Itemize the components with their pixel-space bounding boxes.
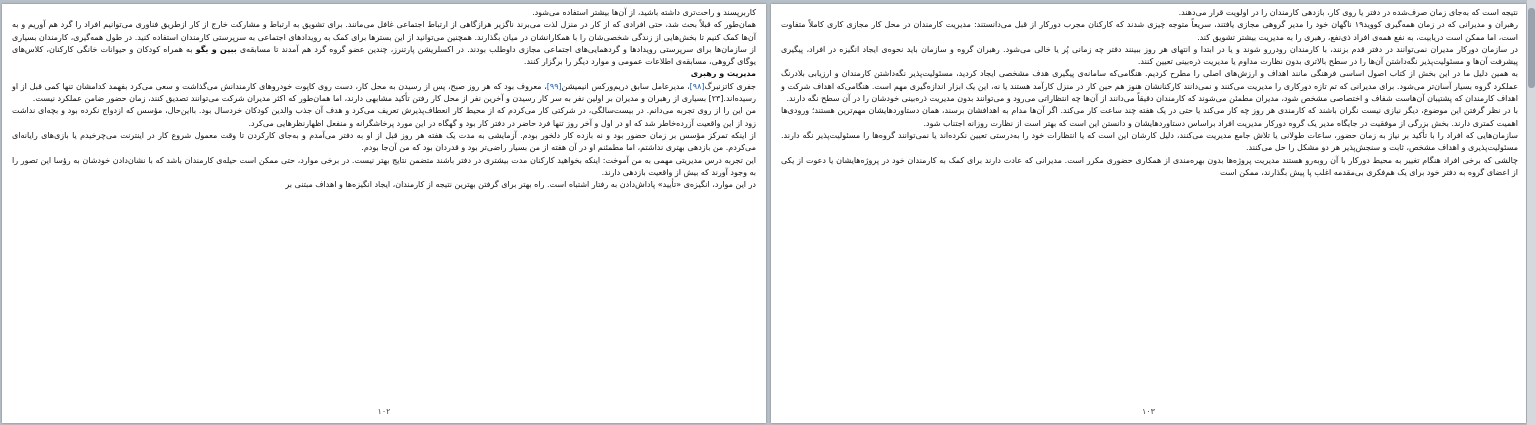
paragraph: چالشی که برخی افراد هنگام تغییر به محیط دورکار با آن روبه‌رو هستند مدیریت پروژه‌ها بدون بهره‌مندی از همکاری حضوری مکرر است. مدیرانی که عادت دارند برای کمک به کارمندان خود در پروژه‌هایشان یا دعوت از یکی از اعضای گروه به دفتر خود برای یک هم‌فکری بی‌مقدمه اغلب پا پیش بگذارند، ممکن است [781,155,1518,177]
page-number: ۱۰۲ [377,407,391,416]
paragraph: کاربرپسند و راحت‌تری داشته باشید، از آن‌ها بیشتر استفاده می‌شود. [532,8,756,17]
paragraph: نتیجه است که به‌جای زمان صرف‌شده در دفتر یا روی کار، بازدهی کارمندان را در اولویت قرار می‌دهند. [1178,8,1518,17]
section-heading: مدیریت و رهبری [690,69,756,79]
paragraph-text: ، مدیرعامل سابق دریم‌ورکس انیمیشن [561,81,690,91]
paragraph: من این را از روی تجربه می‌دانم. در بیست‌سالگی، در شرکتی کار می‌کردم که از محیط کار انعطاف‌پذیرش تعریف می‌کرد و هدف آن جذب والدین کودکان خردسال بود. بااین‌حال، مؤسس که ازدواج نکرده بود و بچه‌ای نداشت زود از این واقعیت آزرده‌خاطر شد که او در اول و آخر روز تنها فرد حاضر در دفتر کار بود و گهگاه در این مورد پرخاشگرانه و منفعل اظهارنظرهایی می‌کرد. [12,106,756,128]
paragraph: با در نظر گرفتن این موضوع، دیگر نیازی نیست نگران باشند که کارمندی هر روز چه کار می‌کند یا حتی در یک هفته چند ساعت کار می‌کند. اگر آن‌ها مدام به اهدافشان برسند، همان دستاوردهایشان مهم‌ترین هستند؛ ورودی‌ها اهمیت کمتری دارند. بخش بزرگی از موفقیت در جایگاه مدیر یک گروه دورکار مدیریت افراد براساس دستاوردهایشان و دانستن این است که بهتر است از نظارت روزانه اجتناب شود. [781,106,1518,128]
right-page-text [781,7,1518,179]
paragraph-text: به همراه کودکان و حیوانات خانگی کارکنان، کلاس‌های یوگای گروهی، مسابقه‌ی اطلاعات عمومی و موارد دیگر را برگزار کنند. [12,44,756,67]
paragraph-text: جفری کاتزنبرگ [704,81,757,91]
page-number: ۱۰۳ [1142,407,1155,416]
bold-phrase: ببین و بگو [195,44,237,54]
paragraph: از اینکه تمرکز مؤسس بر زمان حضور بود و نه بازده کار دلخور بودم. آزمایشی به مدت یک هفته هر روز قبل از او به دفتر می‌آمدم و به‌جای کارکردن تا وقت معمول شروع کار در اینترنت می‌چرخیدم یا بازی‌های رایانه‌ای می‌کردم. من بازدهی بهتری نداشتم، اما مطمئنم او در آن هفته از من بسیار راضی‌تر بود و قدردان بود که من آن‌جا بودم. [12,130,756,153]
left-page-text [12,7,756,191]
paragraph: به همین دلیل ما در این بخش از کتاب اصول اساسی فرهنگی مانند اهداف و ارزش‌های اصلی را مطرح کردیم. هنگامی‌که سامانه‌ی پیگیری هدف مشخصی ایجاد کردید، مسئولیت‌پذیر نگه‌داشتن کارمندان و ارزیابی بلادرنگ عملکرد گروه بسیار آسان‌تر می‌شود. برای مدیرانی که تم تازه دورکاری را مدیریت می‌کنند و نمی‌دانند کارکنانشان هنوز هم حین کار در منزل کارآمد هستند یا نه، این یک ابزار اندازه‌گیری مهم است. هنگامی‌که اهداف شرکت و اهداف کارمندان که پشتیبان آن‌هاست شفاف و اختصاصی مشخص شود، مدیران مطمئن می‌شوند که کارمندان دقیقاً می‌دانند از آن‌ها چه انتظاراتی می‌رود و می‌توانند بدون مدیریت ذره‌بینی خودشان را در آن سطح نگه دارند. [781,69,1518,104]
paragraph [12,19,756,68]
right-page [771,4,1526,423]
paragraph: رهبران و مدیرانی که در زمان همه‌گیری کووید۱۹ ناگهان خود را مدیر گروهی مجازی یافتند، سریعاً متوجه چیزی شدند که کارکنان مجرب دورکار از قبل می‌دانستند: مدیریت کارمندان در محل کار مجازی کاری کاملاً متفاوت است، اما ممکن است دریابیت، به نفع همه‌ی افراد ذی‌نفع، رهبری را به مدیریت بیشتر تشویق کند. [781,20,1518,42]
paragraph: در سازمان دورکار مدیران نمی‌توانند در دفتر قدم بزنند، با کارمندان رودررو شوند و یا در ابتدا و انتهای هر روز ببینند دفتر چه زمانی پُر یا خالی می‌شود. رهبران گروه و سازمان باید نحوه‌ی ایجاد انگیزه در افراد، پیگیری پیشرفت آن‌ها و مسئولیت‌پذیر نگه‌داشتن آن‌ها را در سطح بالاتری بدون نظارت مداوم یا مدیریت ذره‌بینی تعیین کنند. [781,44,1518,67]
paragraph: در این موارد، انگیزه‌ی «تأیید» پاداش‌دادن به رفتار اشتباه است. راه بهتر برای گرفتن بهترین نتیجه از کارمندان، ایجاد انگیزه‌ها و اهداف مبتنی بر [285,180,756,190]
paragraph [12,81,756,106]
footnote-link[interactable]: [۹۹] [546,81,562,91]
scrollbar-thumb[interactable] [1528,8,1535,88]
paragraph-text: ، معروف بود که هر روز صبح، پس از رسیدن به محل کار، دست روی کاپوت خودروهای کارمندانش می‌گذاشت و سعی می‌کرد بفهمد کدامشان تنها کمی قبل از او رسیده‌اند.[۲۳] بسیاری از رهبران و مدیران بر اولین نفر به سر کار رسیدن و آخرین نفر از محل کار رفتن تأکید مشابهی دارند، اما همان‌طور که اکثر مدیران شرکت می‌توانند تصدیق کنند، زمان حضور ضامن عملکرد نیست. [12,81,756,104]
paragraph: این تجربه درس مدیریتی مهمی به من آموخت: اینکه بخواهید کارکنان مدت بیشتری در دفتر باشند متضمن نتایج بهتر نیست. در برخی موارد، حتی ممکن است حیله‌ی کارمندان باشد که با نشان‌دادن خودشان به رؤسا این تصور را به وجود آورند که بیش از واقعیت بازدهی دارند. [12,155,756,177]
footnote-link[interactable]: [۹۸] [689,81,705,91]
left-page [2,4,766,423]
paragraph: سازمان‌هایی که افراد را با تأکید بر نیاز به زمان حضور، ساعات طولانی یا تلاش جامع مدیریت می‌کنند، دلیل کارشان این است که یا انتظارات خود را به‌درستی تعیین نکرده‌اند یا نمی‌توانند گروه‌ها را مسئولیت‌پذیر نگه دارند. مسئولیت‌پذیری و اهداف مشخص، ثابت و سنجش‌پذیر هر دو مشکل را حل می‌کنند. [781,130,1518,153]
paragraph-text: همان‌طور که قبلاً بحث شد، حتی افرادی که از کار در منزل لذت می‌برند ناگزیر هرازگاهی از ارتباط اجتماعی غافل می‌مانند. برای تشویق به ارتباط و مشارکت خارج از کار ازطریق فناوری می‌توانیم افراد را گرد هم آوریم و به آن‌ها کمک کنیم تا بخش‌هایی از زندگی شخصی‌شان را با همکارانشان در میان بگذارند. همچنین می‌توانید از این بسترها برای کمک به رویدادهای اجتماعی به سرپرستی کارمندان استفاده کنید. در طول همه‌گیری، کارمندان بسیاری از سازمان‌ها برای سرپرستی رویدادها و گردهمایی‌های اجتماعی مجازی داوطلب بودند. در اکسلریشن پارتنرز، چندین عضو گروه گرد هم آمدند تا مسابقه‌ی [12,20,757,54]
vertical-scrollbar[interactable] [1527,0,1536,425]
